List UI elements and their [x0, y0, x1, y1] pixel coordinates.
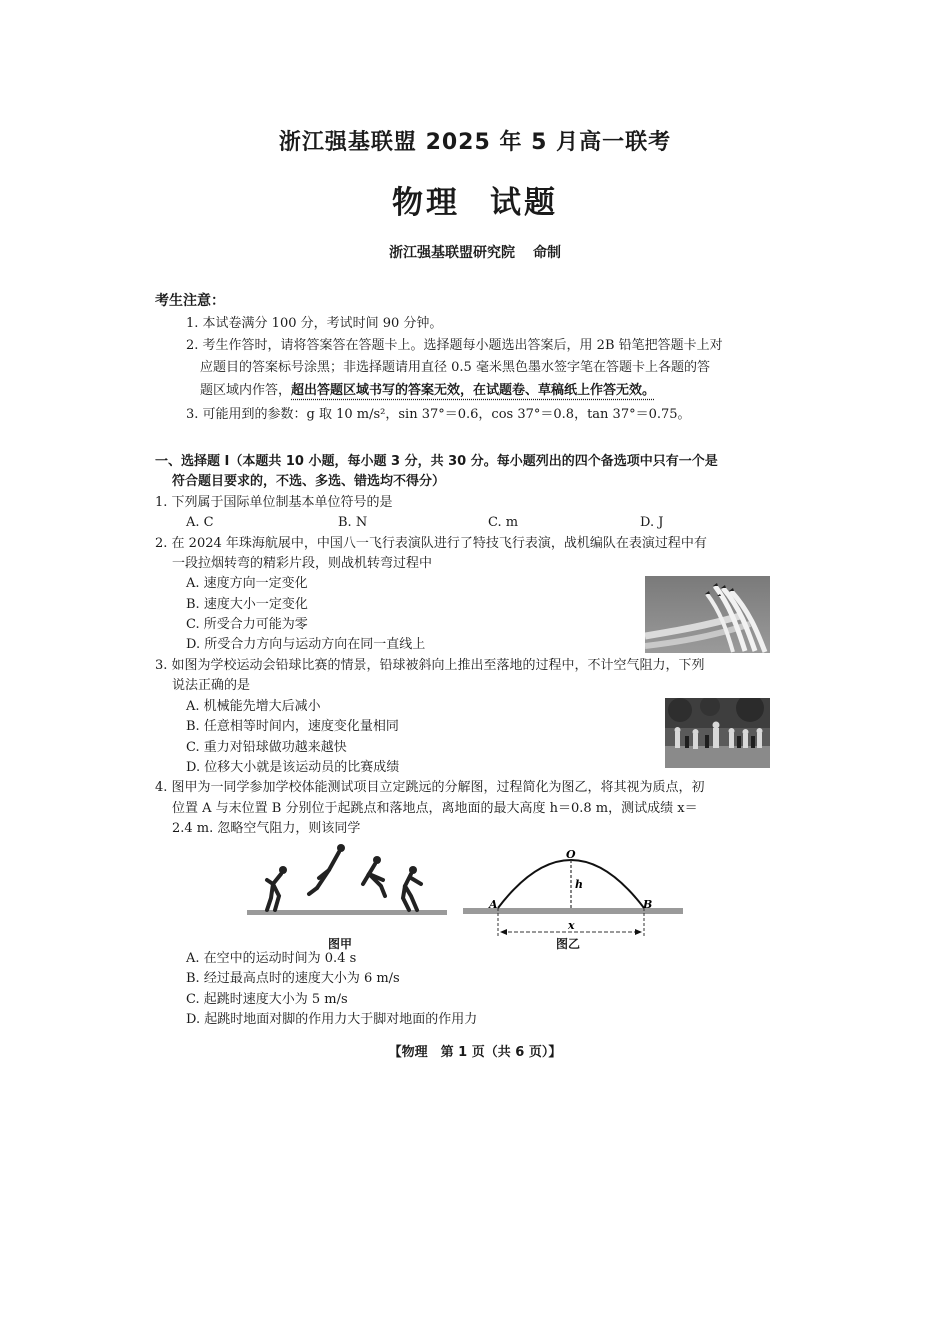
notice-heading: 考生注意：: [155, 293, 225, 309]
subject-title: [0, 177, 950, 222]
q1-option-d: D. J: [640, 515, 664, 530]
q3-option-a: A. 机械能先增大后减小: [186, 699, 321, 714]
notice-item-1: 1. 本试卷满分 100 分，考试时间 90 分钟。: [186, 316, 443, 331]
label-A: A: [489, 898, 498, 911]
q2-stem-line-1: 2. 在 2024 年珠海航展中，中国八一飞行表演队进行了特技飞行表演，战机编队在表演过程中有: [155, 536, 707, 551]
q4-stem-line-2: 位置 A 与末位置 B 分别位于起跳点和落地点，离地面的最大高度 h＝0.8 m，测试成绩 x＝: [172, 801, 698, 816]
q3-option-d: D. 位移大小就是该运动员的比赛成绩: [186, 760, 400, 775]
q4-figure-a-jump-sequence: [245, 840, 455, 920]
q1-stem: 1. 下列属于国际单位制基本单位符号的是: [155, 495, 393, 510]
q4-figure-a-caption: 图甲: [328, 937, 353, 951]
q3-option-b: B. 任意相等时间内，速度变化量相同: [186, 719, 399, 734]
exam-maker: [0, 242, 950, 262]
q3-option-c: C. 重力对铅球做功越来越快: [186, 740, 347, 755]
notice-item-2-line-2: 应题目的答案标号涂黑；非选择题请用直径 0.5 毫米黑色墨水签字笔在答题卡上各题的答: [200, 360, 710, 375]
q4-figure-b-trajectory: [460, 842, 685, 942]
q2-option-a: A. 速度方向一定变化: [186, 576, 308, 591]
notice-item-2-plain: 题区域内作答，: [200, 383, 292, 398]
section-heading-line-2: 符合题目要求的，不选、多选、错选均不得分）: [172, 474, 446, 489]
q2-stem-line-2: 一段拉烟转弯的精彩片段，则战机转弯过程中: [172, 556, 433, 571]
label-O: O: [566, 848, 576, 861]
q2-option-c: C. 所受合力可能为零: [186, 617, 308, 632]
maker-role: 命制: [533, 245, 561, 261]
q3-stem-line-2: 说法正确的是: [172, 678, 251, 693]
exam-title: 浙江强基联盟 2025 年 5 月高一联考: [278, 130, 672, 155]
label-h: h: [575, 878, 583, 891]
notice-item-3: 3. 可能用到的参数：g 取 10 m/s²，sin 37°＝0.6，cos 37°＝0.8，tan 37°＝0.75。: [186, 407, 691, 422]
q4-stem-line-3: 2.4 m. 忽略空气阻力，则该同学: [172, 821, 361, 836]
subject-suffix: 试题: [490, 185, 558, 221]
notice-item-2-line-1: 2. 考生作答时，请将答案答在答题卡上。选择题每小题选出答案后，用 2B 铅笔把答题卡上对: [186, 338, 723, 353]
q4-option-c: C. 起跳时速度大小为 5 m/s: [186, 992, 348, 1007]
label-B: B: [643, 898, 653, 911]
notice-item-2-emphasis: 超出答题区域书写的答案无效，在试题卷、草稿纸上作答无效。: [291, 383, 656, 398]
q4-figure-b-caption: 图乙: [556, 937, 581, 951]
q2-option-b: B. 速度大小一定变化: [186, 597, 308, 612]
q2-jets-photo: [645, 576, 770, 653]
q4-option-a: A. 在空中的运动时间为 0.4 s: [186, 951, 357, 966]
q2-option-d: D. 所受合力方向与运动方向在同一直线上: [186, 637, 426, 652]
notice-item-2-line-3: [200, 381, 655, 401]
section-heading-line-1: 一、选择题 Ⅰ（本题共 10 小题，每小题 3 分，共 30 分。每小题列出的四个备选项中只有一个是: [155, 454, 718, 469]
q4-option-d: D. 起跳时地面对脚的作用力大于脚对地面的作用力: [186, 1012, 478, 1027]
q3-shotput-photo: [665, 698, 770, 768]
q3-stem-line-1: 3. 如图为学校运动会铅球比赛的情景，铅球被斜向上推出至落地的过程中，不计空气阻力，下列: [155, 658, 705, 673]
maker-org: 浙江强基联盟研究院: [389, 245, 515, 261]
q1-option-a: A. C: [186, 515, 214, 530]
label-x: x: [568, 919, 575, 932]
q1-option-b: B. N: [338, 515, 368, 530]
q4-stem-line-1: 4. 图甲为一同学参加学校体能测试项目立定跳远的分解图，过程简化为图乙，将其视为质点，初: [155, 780, 705, 795]
q4-option-b: B. 经过最高点时的速度大小为 6 m/s: [186, 971, 400, 986]
page-footer: 【物理 第 1 页（共 6 页）】: [388, 1045, 562, 1060]
q1-option-c: C. m: [488, 515, 519, 530]
subject-name: 物理: [392, 185, 460, 221]
